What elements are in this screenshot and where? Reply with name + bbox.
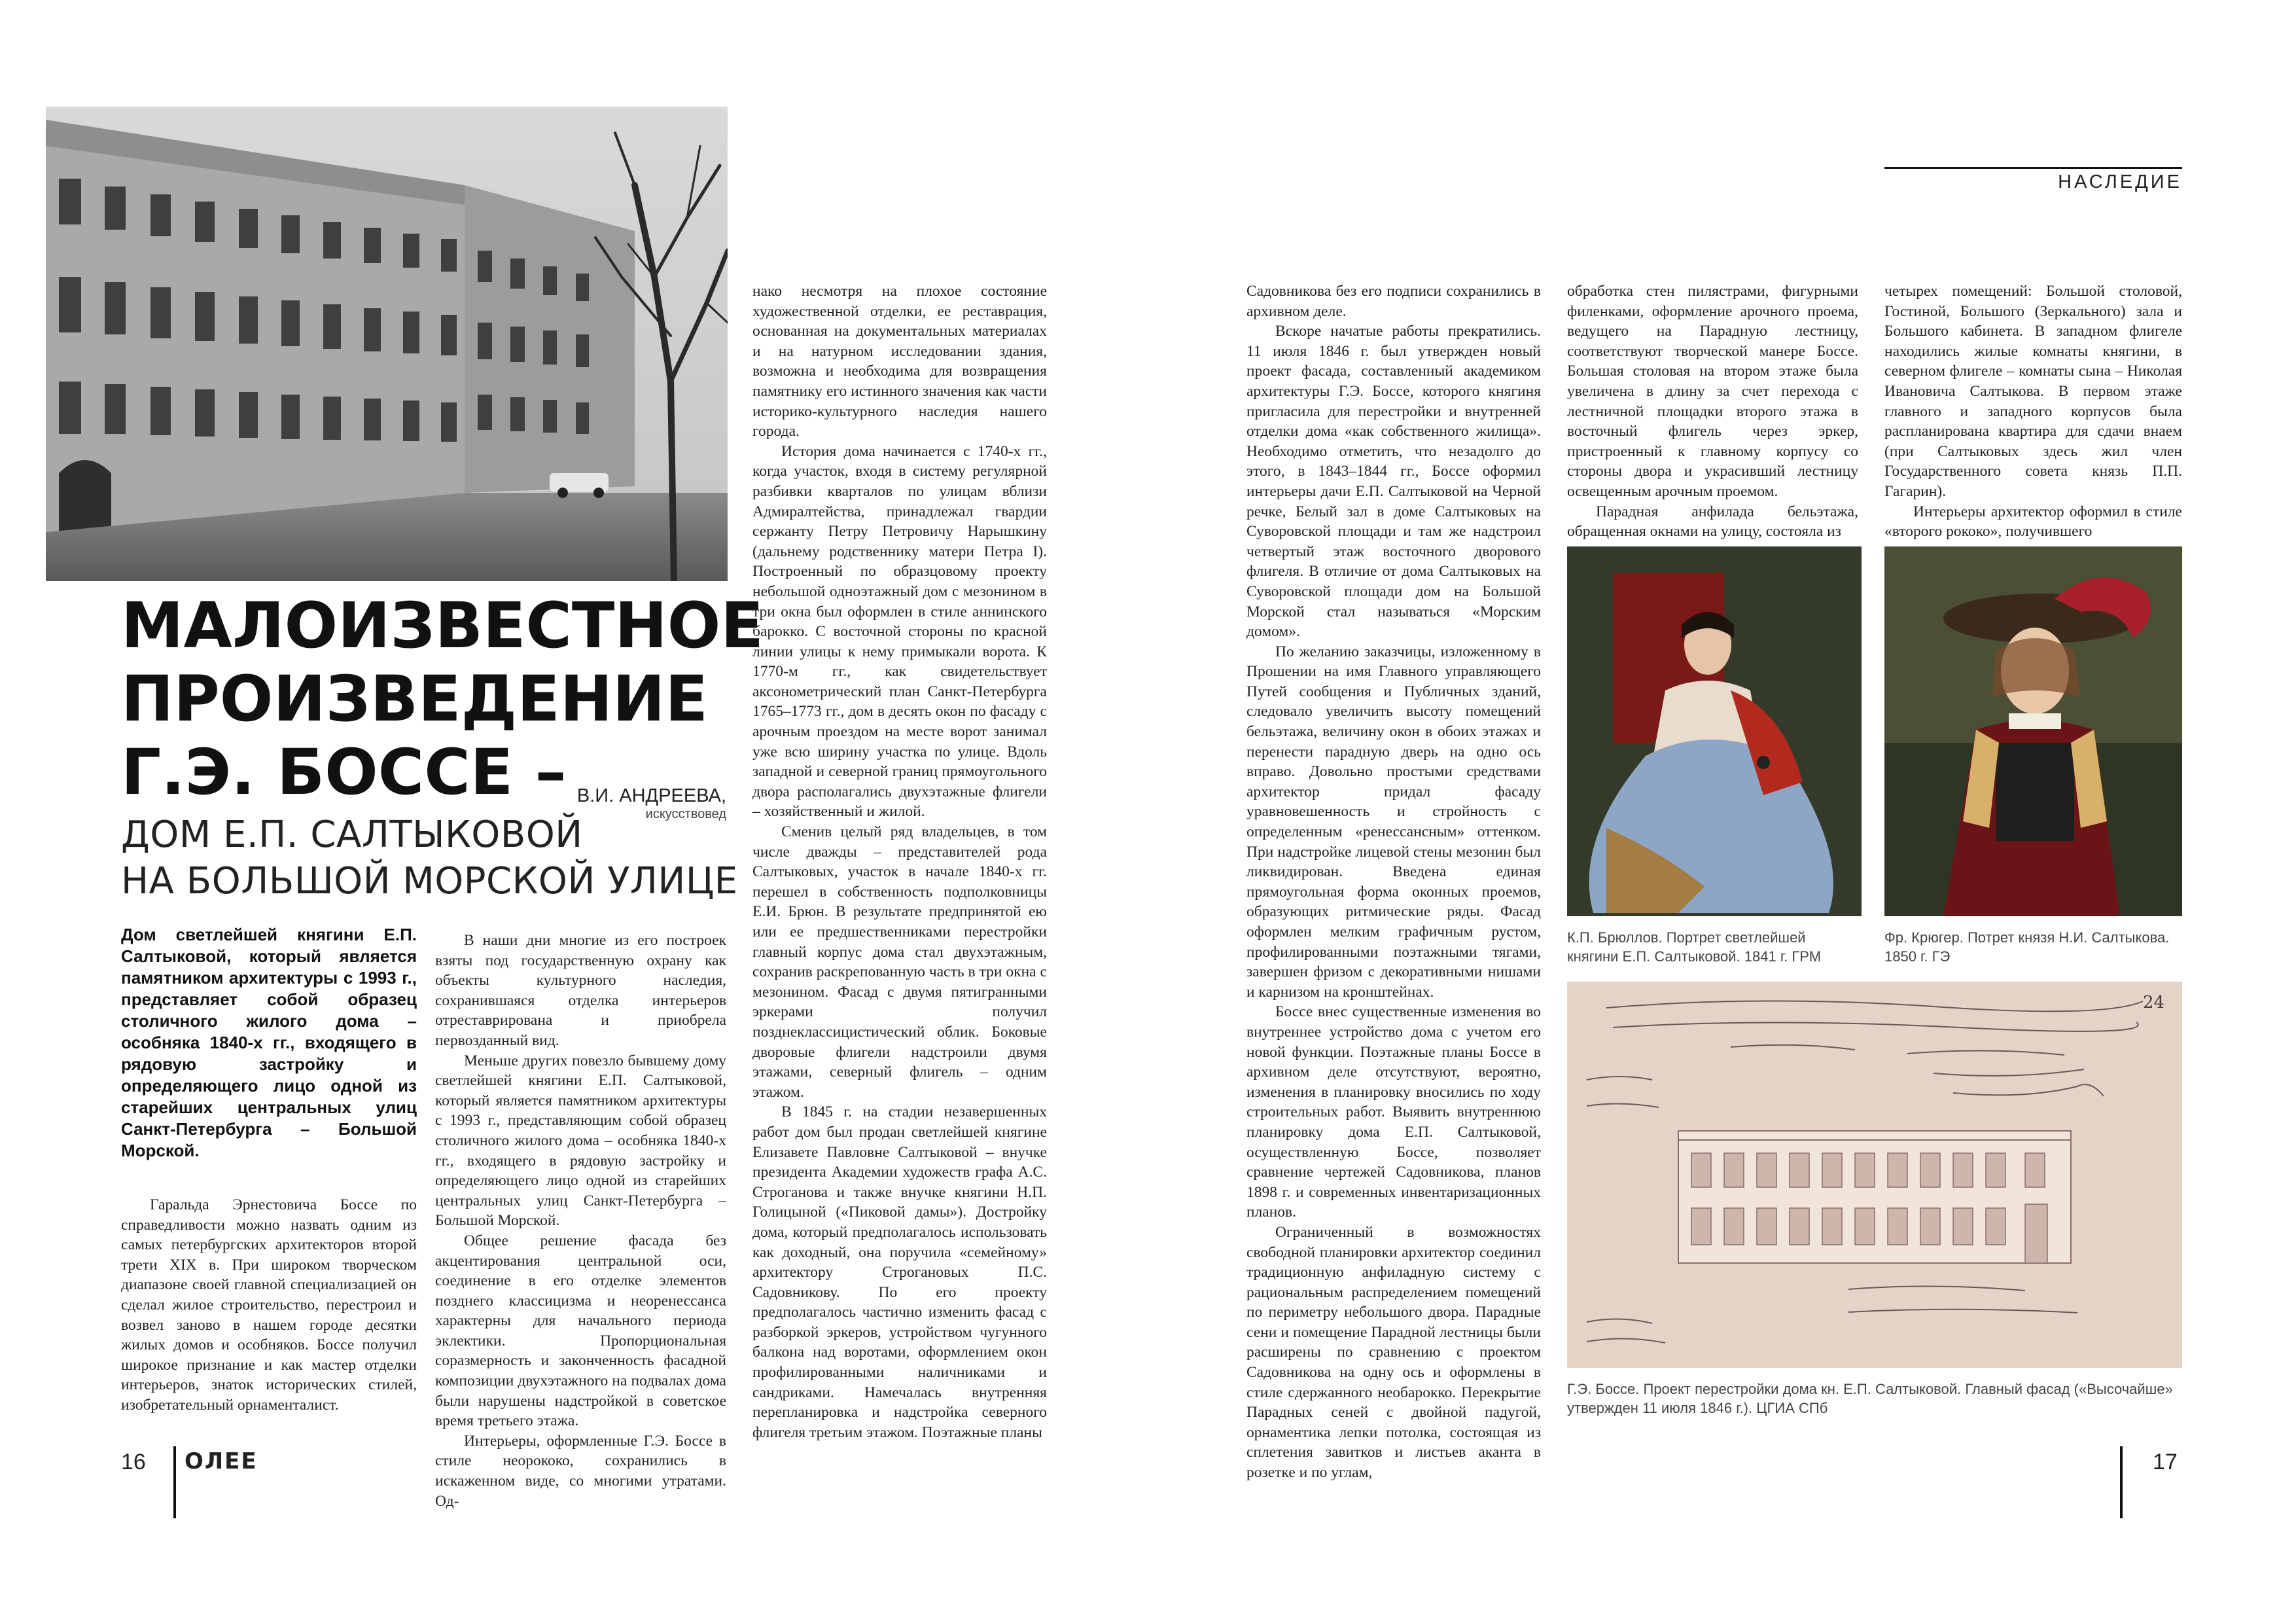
lead-paragraph: Дом светлейшей княгини Е.П. Салтыковой, который является памятником архитектуры с 1993 г., представляет собой образец столичного жилого дома – особняка 1840-х гг., входящего в рядовую застройку и определяющего лицо одной из старейших центральных улиц Санкт-Петербурга – Большой Морской. <box>121 925 417 1160</box>
paragraph: В наши дни многие из его построек взяты под государственную охрану как объекты культурного наследия, сохранившаяся отделка интерьеров отреставрирована и приобрела первозданный вид. <box>435 932 726 1049</box>
section-header-rule <box>1884 167 2182 169</box>
text-column-2 <box>435 931 726 1511</box>
article-subtitle <box>121 812 749 904</box>
page-number-right: 17 <box>2153 1450 2178 1474</box>
footer-rule-right <box>2120 1446 2123 1518</box>
building-photo-svg <box>46 107 728 581</box>
building-photo <box>46 107 728 581</box>
paragraph: нако несмотря на плохое состояние художественной отделки, ее реставрация, основанная на документальных материалах и на натурном исследовании здания, возможна и необходима для возвращения памятнику его истинного значения как части историко-культурного наследия нашего города. <box>752 283 1047 440</box>
paragraph: четырех помещений: Большой столовой, Гостиной, Большого (Зеркального) зала и Большого кабинета. В западном флигеле находились жилые комнаты княгини, в северном флигеле – комнаты сына – Николая Ивановича Салтыкова. В первом этаже главного и западного корпусов была распланирована квартира для сдачи внаем (при Салтыковых здесь жил член Государственного совета князь П.П. Гагарин). <box>1884 283 2182 500</box>
archival-drawing-caption: Г.Э. Боссе. Проект перестройки дома кн. Е.П. Салтыковой. Главный фасад («Высочайше» утвержден 11 июля 1846 г.). ЦГИА СПб <box>1567 1381 2173 1416</box>
svg-text:24: 24 <box>2143 993 2165 1012</box>
title-line-1: МАЛОИЗВЕСТНОЕ <box>121 589 764 662</box>
title-line-3: Г.Э. БОССЕ – <box>121 736 567 809</box>
paragraph: Гаральда Эрнестовича Боссе по справедливости можно назвать одним из самых петербургских архитекторов второй трети XIX в. При широком творческом диапазоне своей главной специализацией он сделал жилое строительство, перестроил и возвел заново в нашем городе десятки жилых домов и особняков. Боссе получил широкое признание и как мастер отделки интерьеров, знаток исторических стилей, изобретательный орнаменталист. <box>121 1196 417 1414</box>
archival-drawing-svg <box>1567 982 2182 1368</box>
paragraph: Вскоре начатые работы прекратились. 11 июля 1846 г. был утвержден новый проект фасада, составленный академиком архитектуры Г.Э. Боссе, которого княгиня пригласила для перестройки и внутренней отделки дома «как собственного жилища». Необходимо отметить, что незадолго до этого, в 1843–1844 гг., Боссе оформил интерьеры дачи Е.П. Салтыковой на Черной речке, Белый зал в доме Салтыковых на Суворовской площади и там же надстроил четвертый этаж восточного дворового флигеля. В отличие от дома Салтыковых на Суворовской площади дом на Большой Морской стал называться «Морским домом». <box>1246 323 1541 641</box>
paragraph: Садовникова без его подписи сохранились в архивном деле. <box>1246 283 1541 320</box>
paragraph: Интерьеры архитектор оформил в стиле «второго рококо», получившего <box>1884 503 2182 541</box>
portrait-woman <box>1567 546 1862 916</box>
title-line-2: ПРОИЗВЕДЕНИЕ <box>121 662 708 736</box>
archival-drawing <box>1567 982 2182 1368</box>
paragraph: Меньше других повезло бывшему дому светлейшей княгини Е.П. Салтыковой, который является памятником архитектуры с 1993 г., представляющим собой образец столичного жилого дома – особняка 1840-х гг., входящего в рядовую застройку и определяющего лицо одной из старейших центральных улиц Санкт-Петербурга – Большой Морской. <box>435 1052 726 1230</box>
paragraph: История дома начинается с 1740-х гг., когда участок, входя в систему регулярной разбивки кварталов по улицам вблизи Адмиралтейства, принадлежал гвардии сержанту Петру Петровичу Нарышкину (дальнему родственнику матери Петра I). Построенный по образцовому проекту небольшой одноэтажный дом с мезонином в три окна был оформлен в стиле аннинского барокко. С восточной стороны по красной линии улицы к нему примыкали ворота. К 1770-м гг., как свидетельствует аксонометрический план Санкт-Петербурга 1765–1773 гг., дом в десять окон по фасаду с арочным проездом на месте ворот занимал уже всю ширину участка по улице. Вдоль западной и северной границ прямоугольного двора располагались двухэтажные флигели – хозяйственный и жилой. <box>752 442 1047 821</box>
paragraph: Сменив целый ряд владельцев, в том числе дважды – представителей рода Салтыковых, участок в начале 1840-х гг. перешел в собственность подполковницы Е.И. Брюн. В результате предпринятой ею или ее предшественниками перестройки главный корпус дома стал двухэтажным, сохранив раскрепованную часть в три окна с мезонином. Фасад с двумя пятигранными эркерами получил позднеклассицистический облик. Боковые дворовые флигели надстроили двумя этажами, северный флигель – одним этажом. <box>752 823 1047 1101</box>
paragraph: Интерьеры, оформленные Г.Э. Боссе в стиле неорококо, сохранились в искаженном виде, со многими утратами. Од- <box>435 1432 726 1510</box>
subtitle-line-2: НА БОЛЬШОЙ МОРСКОЙ УЛИЦЕ <box>121 860 738 902</box>
magazine-logo <box>185 1448 258 1474</box>
text-column-1 <box>121 1195 417 1416</box>
text-column-3 <box>752 281 1047 1442</box>
footer-rule-left <box>173 1446 176 1518</box>
page-number-left: 16 <box>121 1450 146 1474</box>
subtitle-line-1: ДОМ Е.П. САЛТЫКОВОЙ <box>121 813 583 856</box>
portrait-man-caption: Фр. Крюгер. Потрет князя Н.И. Салтыкова. 1850 г. ГЭ <box>1884 929 2170 965</box>
text-column-4 <box>1246 281 1541 1483</box>
paragraph: Ограниченный в возможностях свободной планировки архитектор соединил традиционную анфиладную систему с рациональным распределением помещений по периметру небольшого двора. Парадные сени и помещение Парадной лестницы были расширены по сравнению с проектом Садовникова на одну ось и оформлены в стиле сдержанного необарокко. Перекрытие Парадных сеней с двойной падугой, орнаментика лепки потолка, состоящая из сплетения завитков и листьев аканта в розетке и по углам, <box>1246 1223 1541 1482</box>
paragraph: По желанию заказчицы, изложенному в Прошении на имя Главного управляющего Путей сообщения и Публичных зданий, следовало увеличить высоту помещений бельэтажа, величину окон в обоих этажах и перенести парадную дверь на одно ось вправо. Довольно простыми средствами архитектор придал фасаду уравновешенность и стройность с определенным «ренессансным» оттенком. При надстройке лицевой стены мезонин был ликвидирован. Введена единая прямоугольная форма оконных проемов, образующих ритмические ряды. Фасад оформлен мелким графичным рустом, профилированными поэтажными тягами, завершен фризом с декоративными нишами и карнизом на кронштейнах. <box>1246 643 1541 1001</box>
section-header: НАСЛЕДИЕ <box>2058 171 2182 192</box>
text-column-6 <box>1884 281 2182 542</box>
paragraph: Боссе внес существенные изменения во внутреннее устройство дома с учетом его новой функции. Поэтажные планы Боссе в архивном деле отсутствуют, вероятно, изменения в планировку вносились по ходу строительных работ. Выявить внутреннюю планировку дома Е.П. Салтыковой, осуществленную Боссе, позволяет сравнение чертежей Садовникова, планов 1898 г. и современных инвентаризационных планов. <box>1246 1003 1541 1221</box>
portrait-man-svg <box>1884 546 2182 916</box>
paragraph: В 1845 г. на стадии незавершенных работ дом был продан светлейшей княгине Елизавете Павловне Салтыковой – внучке президента Академии художеств графа А.С. Строганова и также внучке княгини Н.П. Голицыной («Пиковой дамы»). Достройку дома, который предполагалось использовать как доходный, она поручила «семейному» архитектору Строгановых П.С. Садовникову. По его проекту предполагалось частично изменить фасад с разборкой эркеров, устройством чугунного балкона над воротами, оформлением окон профилированными наличниками и сандриками. Намечалась внутренняя перепланировка и надстройка северного флигеля третьим этажом. Поэтажные планы <box>752 1103 1047 1441</box>
author-role: искусствовед <box>645 807 726 821</box>
portrait-woman-svg <box>1567 546 1862 916</box>
article-title <box>121 589 764 809</box>
paragraph: обработка стен пилястрами, фигурными филенками, оформление арочного проема, ведущего на Парадную лестницу, соответствуют творческой манере Боссе. Большая столовая на втором этаже была увеличена в длину за счет перехода с лестничной площадки второго этажа в восточный флигель через эркер, пристроенный к главному корпусу со стороны двора и украсивший лестницу освещенным арочным проемом. <box>1567 283 1858 500</box>
text-column-5 <box>1567 281 1858 542</box>
portrait-woman-caption: К.П. Брюллов. Портрет светлейшей княгини Е.П. Салтыковой. 1841 г. ГРМ <box>1567 929 1822 965</box>
portrait-man <box>1884 546 2182 916</box>
paragraph: Общее решение фасада без акцентирования центральной оси, соединение в его отделке элементов позднего классицизма и неоренессанса характерны для начального периода эклектики. Пропорциональная соразмерность и законченность фасадной композиции двухэтажного на подвалах дома были нарушены надстройкой в советское время третьего этажа. <box>435 1232 726 1430</box>
magazine-logo-text: ОЛЕЕ <box>185 1448 258 1474</box>
paragraph: Парадная анфилада бельэтажа, обращенная окнами на улицу, состояла из <box>1567 503 1858 541</box>
author-name: В.И. АНДРЕЕВА, <box>576 785 726 806</box>
